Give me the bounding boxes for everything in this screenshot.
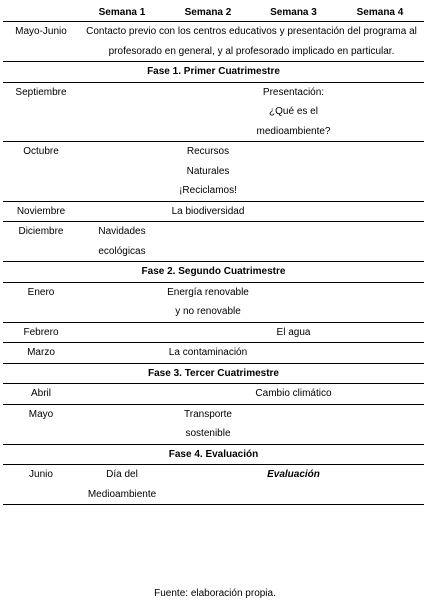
empty-cell [165,322,251,343]
empty-cell [79,384,165,405]
header-week-3: Semana 3 [251,4,336,22]
activity-text: Transporte sostenible [184,408,232,439]
empty-cell [251,343,336,364]
month-row [3,384,424,405]
month-row [3,465,424,505]
schedule-body [3,22,424,505]
empty-cell [336,384,424,405]
activity-text: Navidades ecológicas [98,226,146,257]
empty-cell [165,82,251,142]
empty-cell [251,222,336,262]
month-label: Noviembre [3,201,79,222]
phase-title: Fase 2. Segundo Cuatrimestre [3,262,424,283]
month-row [3,201,424,222]
month-label: Mayo [3,404,79,444]
phase-title: Fase 4. Evaluación [3,444,424,465]
phase-row [3,62,424,83]
header-corner [3,4,79,22]
empty-cell [79,82,165,142]
month-label: Abril [3,384,79,405]
empty-cell [336,404,424,444]
empty-cell [251,282,336,322]
phase-row [3,444,424,465]
activity-text: La contaminación [168,347,248,358]
activity-cell [79,465,165,505]
month-row [3,82,424,142]
source-note: Fuente: elaboración propia. [154,588,276,599]
header-week-4: Semana 4 [336,4,424,22]
empty-cell [165,384,251,405]
empty-cell [251,404,336,444]
activity-cell [165,282,251,322]
intro-row [3,22,424,62]
activity-cell [165,343,251,364]
activity-text: Energía renovable y no renovable [167,286,249,317]
empty-cell [336,222,424,262]
empty-cell [165,465,251,505]
month-label: Marzo [3,343,79,364]
month-label: Septiembre [3,82,79,142]
phase-title: Fase 3. Tercer Cuatrimestre [3,363,424,384]
empty-cell [336,82,424,142]
intro-text: Contacto previo con los centros educativos y presentación del programa al profesorado en general, y al profesorado implicado en particular. [79,22,424,62]
evaluation-text: Evaluación [267,469,320,480]
empty-cell [79,404,165,444]
activity-cell [251,82,336,142]
empty-cell [79,343,165,364]
header-week-1: Semana 1 [79,4,165,22]
activity-cell [165,201,251,222]
empty-cell [336,282,424,322]
month-label: Mayo-Junio [3,22,79,62]
month-label: Diciembre [3,222,79,262]
month-label: Octubre [3,142,79,202]
empty-cell [79,142,165,202]
empty-cell [336,343,424,364]
month-label: Enero [3,282,79,322]
phase-row [3,262,424,283]
header-row [3,4,424,22]
empty-cell [336,201,424,222]
activity-cell [79,222,165,262]
schedule-table [3,4,424,505]
activity-text: El agua [276,326,311,338]
month-label: Junio [3,465,79,505]
empty-cell [251,142,336,202]
empty-cell [251,201,336,222]
month-row [3,343,424,364]
empty-cell [79,322,165,343]
activity-text: Recursos Naturales ¡Reciclamos! [179,146,237,196]
header-week-2: Semana 2 [165,4,251,22]
month-row [3,222,424,262]
activity-text: Cambio climático [255,388,332,399]
phase-title: Fase 1. Primer Cuatrimestre [3,62,424,83]
activity-cell [165,142,251,202]
activity-cell [165,404,251,444]
month-row [3,142,424,202]
empty-cell [336,322,424,343]
month-row [3,404,424,444]
month-label: Febrero [3,322,79,343]
empty-cell [165,222,251,262]
month-row [3,282,424,322]
empty-cell [336,142,424,202]
activity-cell [251,384,336,405]
empty-cell [79,282,165,322]
activity-cell [251,322,336,343]
empty-cell [336,465,424,505]
evaluation-cell [251,465,336,505]
activity-text: Día del Medioambiente [87,469,157,500]
month-row [3,322,424,343]
phase-row [3,363,424,384]
activity-text: La biodiversidad [171,205,245,217]
empty-cell [79,201,165,222]
activity-text: Presentación: ¿Qué es el medioambiente? [256,86,331,137]
